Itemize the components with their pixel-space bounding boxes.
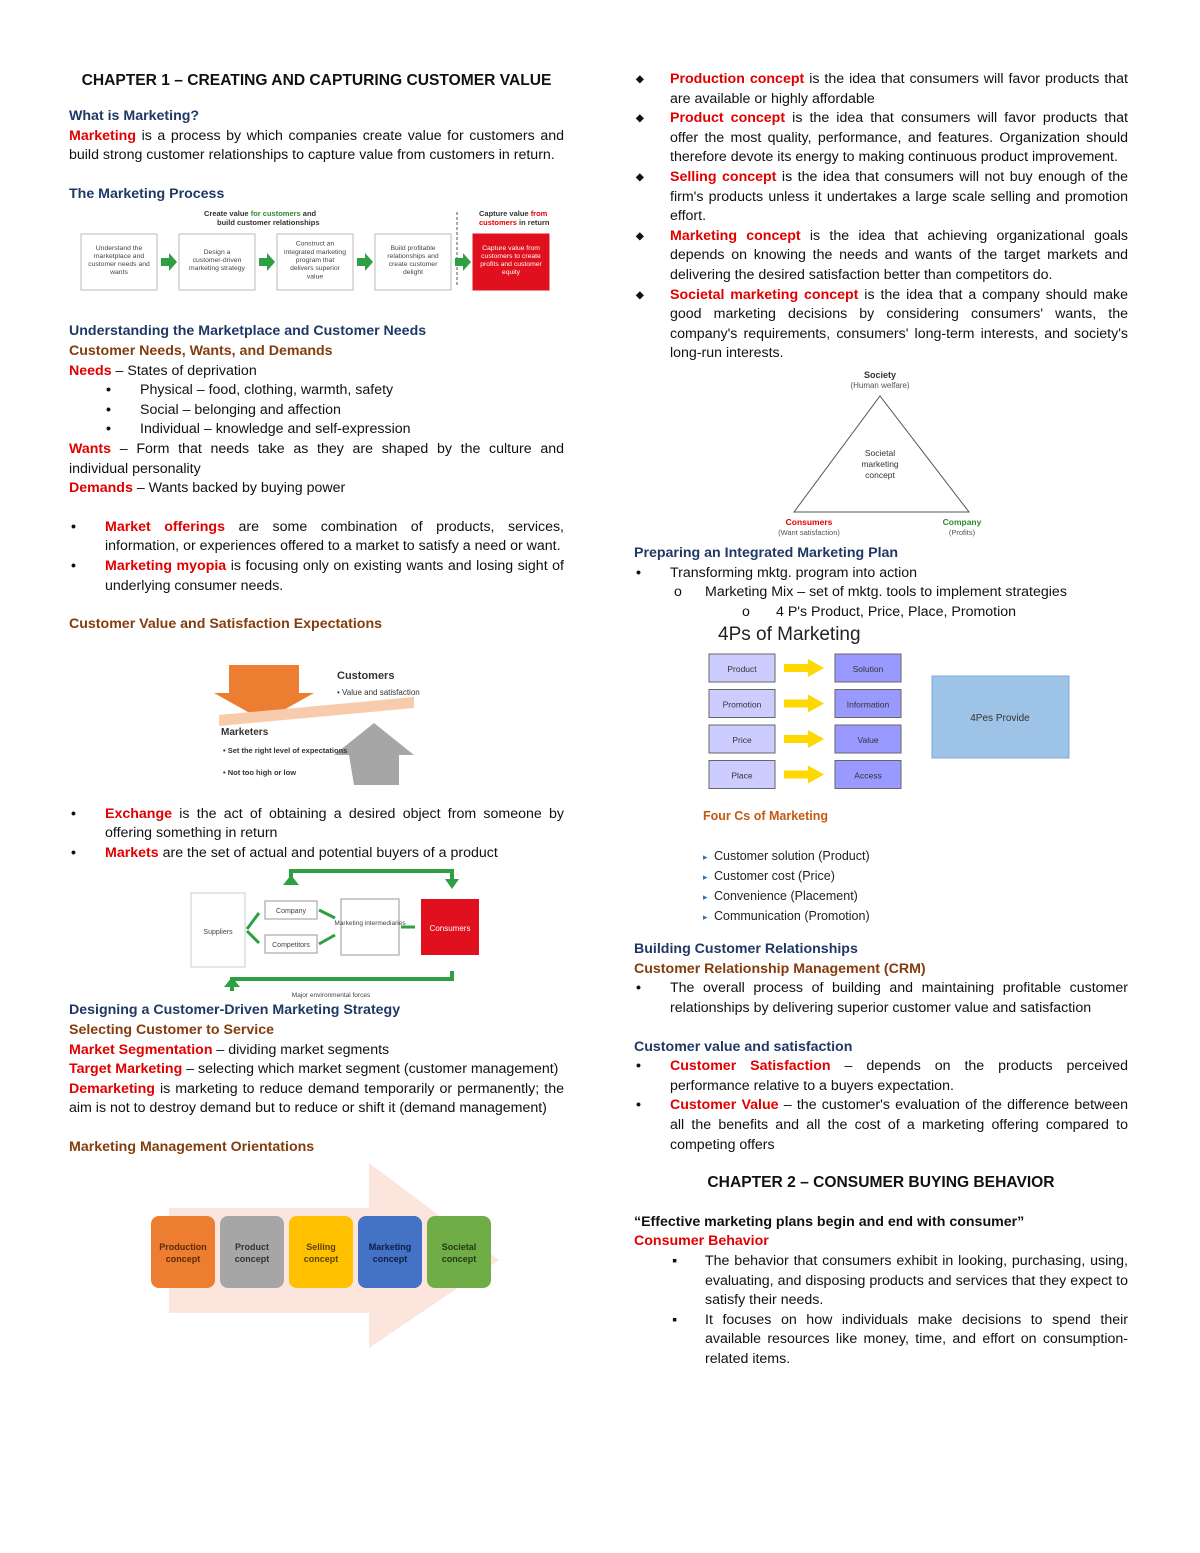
orientation-label-1: Production <box>159 1241 207 1252</box>
orientation-label-1: Societal <box>441 1241 477 1252</box>
plan-sub: o Marketing Mix – set of mktg. tools to implement strategies <box>634 583 1128 603</box>
marketplace-heading: Understanding the Marketplace and Customer Needs <box>69 323 427 340</box>
text: – the customer's evaluation of the difference between all the benefits and all the cost of a marketing offering compared to competing offers <box>670 1097 1128 1153</box>
text: – depends on the products perceived performance relative to a buyers expectation. <box>670 1058 1128 1094</box>
plan-heading: Preparing an Integrated Marketing Plan <box>634 544 899 561</box>
fourps-side: 4Pes Provide <box>970 713 1030 725</box>
cs-title: Four Cs of Marketing <box>703 809 829 824</box>
fourps-right-label: Solution <box>852 664 884 675</box>
process-heading: The Marketing Process <box>69 185 225 202</box>
plan-item: • Transforming mktg. program into action <box>634 564 1128 584</box>
cs-item: Communication (Promotion) <box>714 909 870 924</box>
concept-item <box>634 286 1128 364</box>
text: is the idea that consumers will not buy enough of the firm's products unless it undertakes a large scale selling and promotion effort. <box>670 168 1128 225</box>
text: – dividing market segments <box>212 1041 390 1058</box>
quote: “Effective marketing plans begin and end with consumer” <box>634 1213 1025 1230</box>
term: Markets <box>105 844 159 861</box>
cs-marker: ▸ <box>703 852 708 863</box>
orientation-box <box>151 1216 215 1288</box>
term: Demands <box>69 480 133 497</box>
orientation-label-1: Marketing <box>368 1241 412 1252</box>
orientation-label-1: Selling <box>306 1241 336 1252</box>
term: Customer Value <box>670 1097 779 1114</box>
crm-heading: Customer Relationship Management (CRM) <box>634 960 926 977</box>
behavior-item: ▪ The behavior that consumers exhibit in looking, purchasing, using, evaluating, and disposing products and services that they expect to satisfy their needs. <box>634 1252 1128 1311</box>
term: Needs <box>69 362 112 379</box>
exchange-item <box>69 805 564 844</box>
orient-heading: Marketing Management Orientations <box>69 1139 315 1156</box>
fourps-grid <box>709 654 901 789</box>
fig-intermediaries: Marketing intermediaries <box>334 920 406 928</box>
orientations-figure <box>69 1158 564 1353</box>
demands-line <box>69 479 564 499</box>
svg-text:• Set the right level of expec: • Set the right level of expectations <box>223 745 348 755</box>
selecting-heading: Selecting Customer to Service <box>69 1022 274 1039</box>
svg-text:• Value and satisfaction: • Value and satisfaction <box>337 687 420 697</box>
offerings-item <box>69 518 564 557</box>
societal-triangle-figure <box>634 364 1128 544</box>
process-top-left-d: build customer relationships <box>217 218 320 228</box>
crm-item: • The overall process of building and maintaining profitable customer relationships by delivering superior customer value and satisfaction <box>634 979 1128 1018</box>
text: is the idea that consumers will favor products that offer the most quality, performance, and features. Organization should therefore devote its energy to making continuous product improvement. <box>670 110 1128 166</box>
orientation-box <box>220 1216 284 1288</box>
value-expectations-figure <box>69 635 564 805</box>
fig-mk-bullet2: Not too high or low <box>227 767 297 777</box>
fourps-arrow <box>784 730 824 748</box>
fourps-arrow <box>784 766 824 784</box>
needs-item: • Social – belonging and affection <box>69 401 564 421</box>
process-arrow <box>357 253 373 271</box>
process-top-right-a: Capture value <box>479 209 531 219</box>
svg-text:Create value for customers and <box>204 209 317 218</box>
cs-item: Customer cost (Price) <box>714 869 835 884</box>
fig-mk-bullet1: Set the right level of expectations <box>227 745 348 755</box>
term: Product concept <box>670 110 786 127</box>
behavior-item: ▪ It focuses on how individuals make decisions to spend their available resources like money, time, and effort on consumption-related items. <box>634 1311 1128 1370</box>
orientation-label-2: concept <box>372 1253 408 1264</box>
fig-company: Company <box>276 908 306 916</box>
needs-line <box>69 362 564 382</box>
text: – selecting which market segment (customer management) <box>182 1061 559 1078</box>
text: is the idea that achieving organizational goals depends on knowing the needs and wants of the target markets and delivering the desired satisfaction better than competitors do. <box>670 227 1128 283</box>
term: Marketing <box>69 127 137 144</box>
process-arrow <box>161 253 177 271</box>
value-heading: Customer Value and Satisfaction Expectations <box>69 616 382 633</box>
definition-text: is a process by which companies create value for customers and build strong customer relationships to capture value from customers in return. <box>69 127 564 164</box>
text: – States of deprivation <box>111 362 257 379</box>
orientation-label-2: concept <box>165 1253 201 1264</box>
term: Customer Satisfaction <box>670 1058 831 1075</box>
fig-marketers: Marketers <box>221 726 269 738</box>
process-top-left-c: and <box>300 209 317 219</box>
cs-item: Convenience (Placement) <box>714 889 858 904</box>
needs-item: • Individual – knowledge and self-expression <box>69 420 564 440</box>
cvs-heading: Customer value and satisfaction <box>634 1038 853 1055</box>
term: Marketing concept <box>670 227 801 244</box>
cs-item: Customer solution (Product) <box>714 849 870 864</box>
text: are the set of actual and potential buyers of a product <box>158 844 498 861</box>
marketing-definition <box>69 127 564 166</box>
what-is-heading: What is Marketing? <box>69 108 200 124</box>
fourps-left-label: Product <box>727 664 757 675</box>
strategy-heading: Designing a Customer-Driven Marketing Strategy <box>69 1002 401 1019</box>
needs-heading: Customer Needs, Wants, and Demands <box>69 342 333 359</box>
term: Market Segmentation <box>69 1041 213 1058</box>
term: Societal marketing concept <box>670 286 859 303</box>
fourps-arrow <box>784 695 824 713</box>
concept-item <box>634 70 1128 109</box>
orientation-label-2: concept <box>303 1253 339 1264</box>
term: Marketing myopia <box>105 557 227 574</box>
tri-society-sub: (Human welfare) <box>850 380 910 390</box>
fourps-left-label: Price <box>732 735 752 746</box>
fig-consumers: Consumers <box>429 924 471 934</box>
targeting-line <box>69 1060 564 1080</box>
fourps-right-label: Information <box>846 699 890 710</box>
text: – Form that needs take as they are shaped by the culture and individual personality <box>69 440 564 477</box>
tri-center3: concept <box>865 469 895 480</box>
wants-line <box>69 440 564 479</box>
process-arrow <box>259 253 275 271</box>
concept-item <box>634 227 1128 286</box>
orientation-label-1: Product <box>234 1241 270 1252</box>
process-boxes <box>81 234 549 290</box>
term: Exchange <box>105 805 173 822</box>
term: Wants <box>69 440 112 457</box>
tri-consumers: Consumers <box>785 516 833 527</box>
tri-society: Society <box>863 369 897 380</box>
fig-customers: Customers <box>337 669 395 682</box>
process-box-label: Understand the marketplace and customer needs and wants <box>88 245 150 277</box>
tri-company: Company <box>942 516 982 527</box>
text: are some combination of products, services, information, or experiences offered to a market to satisfy a need or want. <box>105 518 565 555</box>
orientation-box <box>427 1216 491 1288</box>
fig-suppliers: Suppliers <box>203 929 233 937</box>
relationships-heading: Building Customer Relationships <box>634 941 858 958</box>
process-top-left-a: Create value <box>204 209 251 219</box>
myopia-item <box>69 557 564 596</box>
term: Selling concept <box>670 168 777 185</box>
process-top-right-d: in return <box>516 218 550 228</box>
orientation-label-2: concept <box>234 1253 270 1264</box>
marketing-process-figure <box>69 204 564 316</box>
four-cs-list <box>703 849 870 923</box>
process-top-left-b: for customers <box>250 209 301 219</box>
orientation-box <box>358 1216 422 1288</box>
tri-center2: marketing <box>861 458 899 469</box>
text: is marketing to reduce demand temporarily or permanently; the aim is not to destroy demand but to reduce or shift it (demand management) <box>69 1080 564 1117</box>
orientation-box <box>289 1216 353 1288</box>
fourps-arrow <box>784 659 824 677</box>
fig-forces: Major environmental forces <box>291 992 371 1000</box>
text: is the idea that a company should make good marketing decisions by considering consumers' wants, the company's requirements, consumers' long-term interests, and society's long-run interests. <box>670 286 1128 362</box>
term: Production concept <box>670 71 805 87</box>
fig-competitors: Competitors <box>272 942 310 950</box>
svg-text:customers in return <box>479 218 550 227</box>
tri-company-sub: (Profits) <box>948 527 976 537</box>
behavior-heading: Consumer Behavior <box>634 1233 769 1250</box>
cs-marker: ▸ <box>703 892 708 903</box>
tri-consumers-sub: (Want satisfaction) <box>778 527 840 537</box>
chapter1-title: CHAPTER 1 – CREATING AND CAPTURING CUSTOMER VALUE <box>81 72 552 89</box>
demarketing-line <box>69 1080 564 1119</box>
fourps-right-label: Access <box>854 770 882 781</box>
text: – Wants backed by buying power <box>132 480 346 497</box>
fourps-left-label: Promotion <box>722 699 762 710</box>
svg-text:• Not too high or low: • Not too high or low <box>223 767 297 777</box>
term: Market offerings <box>105 518 225 535</box>
text: is focusing only on existing wants and losing sight of underlying consumer needs. <box>105 557 564 594</box>
svg-text:Capture value from <box>479 209 548 218</box>
process-box-label: Capture value from customers to create profits and customer equity <box>480 245 542 277</box>
cs-marker: ▸ <box>703 912 708 923</box>
text: is the idea that consumers will favor products that are available or highly affordable <box>670 71 1129 107</box>
cs-marker: ▸ <box>703 872 708 883</box>
text: is the act of obtaining a desired object from someone by offering something in return <box>105 805 564 842</box>
satisfaction-item <box>634 1057 1128 1096</box>
fourps-left-label: Place <box>731 770 753 781</box>
concept-item <box>634 168 1128 227</box>
orientation-label-2: concept <box>441 1253 477 1264</box>
plan-subsub: o 4 P's Product, Price, Place, Promotion <box>634 603 1128 623</box>
needs-item: • Physical – food, clothing, warmth, safety <box>69 381 564 401</box>
process-box-label: Design a customer-driven marketing strategy <box>189 249 245 273</box>
fourps-right-label: Value <box>857 735 879 746</box>
markets-item <box>69 844 564 864</box>
right-column <box>634 70 1128 1370</box>
process-top-right-b: from <box>530 209 548 219</box>
orientation-boxes <box>151 1216 491 1288</box>
chapter2-title: CHAPTER 2 – CONSUMER BUYING BEHAVIOR <box>707 1174 1055 1192</box>
segmentation-line <box>69 1041 564 1061</box>
concept-item <box>634 109 1128 168</box>
term: Demarketing <box>69 1080 155 1097</box>
process-top-right-c: customers <box>479 218 517 228</box>
fig-cust-bullet: Value and satisfaction <box>342 687 420 697</box>
four-ps-figure <box>634 622 1128 940</box>
fourps-title: 4Ps of Marketing <box>718 624 861 646</box>
term: Target Marketing <box>69 1061 183 1078</box>
process-box-label: Construct an integrated marketing program that delivers superior value <box>284 241 346 281</box>
left-column <box>69 68 564 1353</box>
value-item <box>634 1096 1128 1155</box>
process-box-label: Build profitable relationships and create customer delight <box>387 245 439 277</box>
marketing-system-figure <box>69 863 564 1001</box>
tri-center1: Societal <box>864 447 896 458</box>
